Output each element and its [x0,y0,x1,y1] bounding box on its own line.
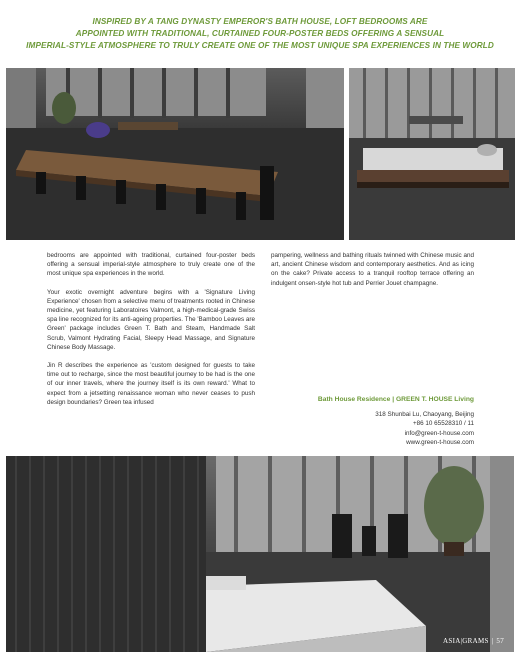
article-paragraph: pampering, wellness and bathing rituals twinned with Chinese music and art, ancient Chinese wisdom and contemporary aesthetics. And as icing on the cake? Private access to a tranquil rooftop terrace offering an indulgent onsen-style hot tub and Perrier Jouet champagne. [271,252,474,287]
article-paragraph: Jin R describes the experience as 'custom designed for guests to take time out to recharge, since the most beautiful journey to be had is the one of our inner travels, where the journey itself is its own reward.' What to expect from a jetsetting renaissance woman who never ceases to push design boundaries? Green tea infused [47,362,255,406]
bedroom-photo [6,456,514,652]
contact-info [281,395,474,447]
article-paragraph: Your exotic overnight adventure begins with a 'Signature Living Experience' chosen from a selective menu of treatments rooted in Chinese medicine, yet featuring Laboratoires Valmont, a high-medical-grade Swiss spa line recognized for its anti-ageing properties. The 'Bamboo Leaves are Green' package includes Green T. Bath and Steam, Handmade Salt Scrub, Valmont Hydrating Facial, Sleepy Head Massage, and Signature Chinese Body Massage. [47,288,255,351]
contact-address: 318 Shunbai Lu, Chaoyang, Beijing [375,411,474,419]
lounge-photo [6,68,344,240]
pull-quote-line-3: IMPERIAL-STYLE ATMOSPHERE TO TRULY CREATE ONE OF THE MOST UNIQUE SPA EXPERIENCES IN THE WORLD [26,41,494,50]
spa-room-photo [349,68,515,240]
contact-website[interactable]: www.green-t-house.com [406,438,474,446]
article-paragraph: bedrooms are appointed with traditional, curtained four-poster beds offering a sensual imperial-style atmosphere to truly create one of the most unique spa experiences in the world. [47,252,255,278]
pull-quote-line-2: APPOINTED WITH TRADITIONAL, CURTAINED FOUR-POSTER BEDS OFFERING A SENSUAL [75,29,445,38]
page-folio [443,636,504,646]
folio-divider: | [491,637,494,645]
contact-email[interactable]: info@green-t-house.com [404,429,474,437]
article-column-left [47,251,255,416]
pull-quote-line-1: INSPIRED BY A TANG DYNASTY EMPEROR'S BATH HOUSE, LOFT BEDROOMS ARE [92,17,428,26]
magazine-name: ASIA|GRAMS [443,637,489,645]
pull-quote-header [0,16,520,52]
page-number: 57 [496,637,504,645]
contact-phone: +86 10 65528310 / 11 [413,420,474,428]
article-column-right [271,251,474,297]
contact-title: Bath House Residence | GREEN T. HOUSE Living [317,396,474,403]
